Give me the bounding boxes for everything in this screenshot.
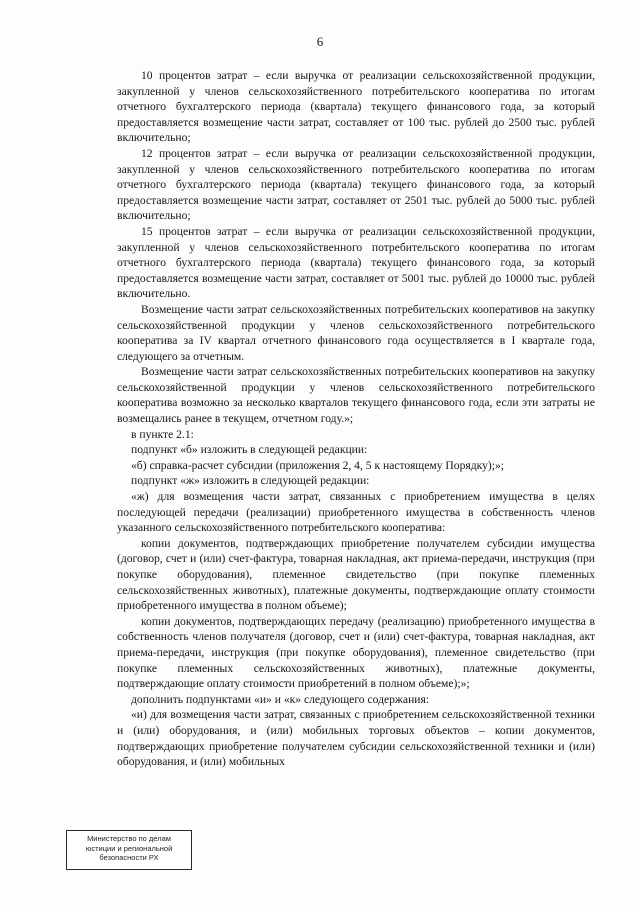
paragraph-q4-reimbursement: Возмещение части затрат сельскохозяйственных потребительских кооперативов на закупку сельскохозяйственной продукции у членов сельскохозяйственного потребительского кооператива за IV квартал отчетного финансового года осуществляется в I квартале года, следующего за отчетным. [117, 302, 595, 363]
paragraph-subclause-i: «и) для возмещения части затрат, связанных с приобретением сельскохозяйственной техники и (или) оборудования, и (или) мобильных торговых объектов – копии документов, подтверждающих приобретение получателем субсидии сельскохозяйственной техники и (или) оборудования, и (или) мобильных [117, 708, 595, 769]
paragraph-subclause-b-intro: подпункт «б» изложить в следующей редакции: [131, 443, 368, 457]
stamp-line: юстиции и региональной [85, 843, 173, 853]
paragraph-subclause-zh-intro: подпункт «ж» изложить в следующей редакции: [131, 474, 370, 488]
ministry-stamp [66, 830, 192, 870]
stamp-line: безопасности РХ [99, 853, 159, 862]
paragraph-transfer-docs: копии документов, подтверждающих передачу (реализацию) приобретенного имущества в собственность членов получателя (договор, счет и (или) счет-фактура, товарная накладная, акт приема-передачи, инструкция (при покупке оборудования), племенное свидетельство (при покупке племенных сельскохозяйственных животных), платежные документы, подтверждающие оплату стоимости приобретений в полном объеме);»; [117, 614, 595, 691]
paragraph-subclause-zh: «ж) для возмещения части затрат, связанных с приобретением имущества в целях последующей передачи (реализации) приобретенного имущества в собственность членов указанного сельскохозяйственного потребительского кооператива: [117, 490, 595, 535]
paragraph-clause-2-1: в пункте 2.1: [131, 427, 194, 441]
paragraph-acquisition-docs: копии документов, подтверждающих приобретение получателем субсидии имущества (договор, счет и (или) счет-фактура, товарная накладная, акт приема-передачи, инструкция (при покупке оборудования), племенное свидетельство (при покупке племенных сельскохозяйственных животных), платежные документы, подтверждающие оплату стоимости приобретенного имущества в полном объеме); [117, 536, 595, 613]
paragraph-subclause-b: «б) справка-расчет субсидии (приложения 2, 4, 5 к настоящему Порядку);»; [131, 458, 504, 472]
page-number: 6 [316, 34, 324, 49]
paragraph-multi-quarter: Возмещение части затрат сельскохозяйственных потребительских кооперативов на закупку сельскохозяйственной продукции у членов сельскохозяйственного потребительского кооператива возможно за несколько кварталов текущего финансового года, если эти затраты не возмещались ранее в текущем, отчетном году.»; [117, 365, 595, 426]
paragraph-add-subclauses: дополнить подпунктами «и» и «к» следующего содержания: [131, 692, 430, 706]
document-body [117, 68, 595, 770]
stamp-line: Министерство по делам [87, 834, 171, 843]
paragraph-15-percent: 15 процентов затрат – если выручка от реализации сельскохозяйственной продукции, закупленной у членов сельскохозяйственного потребительского кооператива по итогам отчетного бухгалтерского периода (квартала) текущего финансового года, за который предоставляется возмещение части затрат, составляет от 5001 тыс. рублей до 10000 тыс. рублей включительно. [117, 224, 595, 301]
paragraph-10-percent: 10 процентов затрат – если выручка от реализации сельскохозяйственной продукции, закупленной у членов сельскохозяйственного потребительского кооператива по итогам отчетного бухгалтерского периода (квартала) текущего финансового года, за который предоставляется возмещение части затрат, составляет от 100 тыс. рублей до 2500 тыс. рублей включительно; [117, 69, 595, 145]
paragraph-12-percent: 12 процентов затрат – если выручка от реализации сельскохозяйственной продукции, закупленной у членов сельскохозяйственного потребительского кооператива по итогам отчетного бухгалтерского периода (квартала) текущего финансового года, за который предоставляется возмещение части затрат, составляет от 2501 тыс. рублей до 5000 тыс. рублей включительно; [117, 146, 595, 223]
